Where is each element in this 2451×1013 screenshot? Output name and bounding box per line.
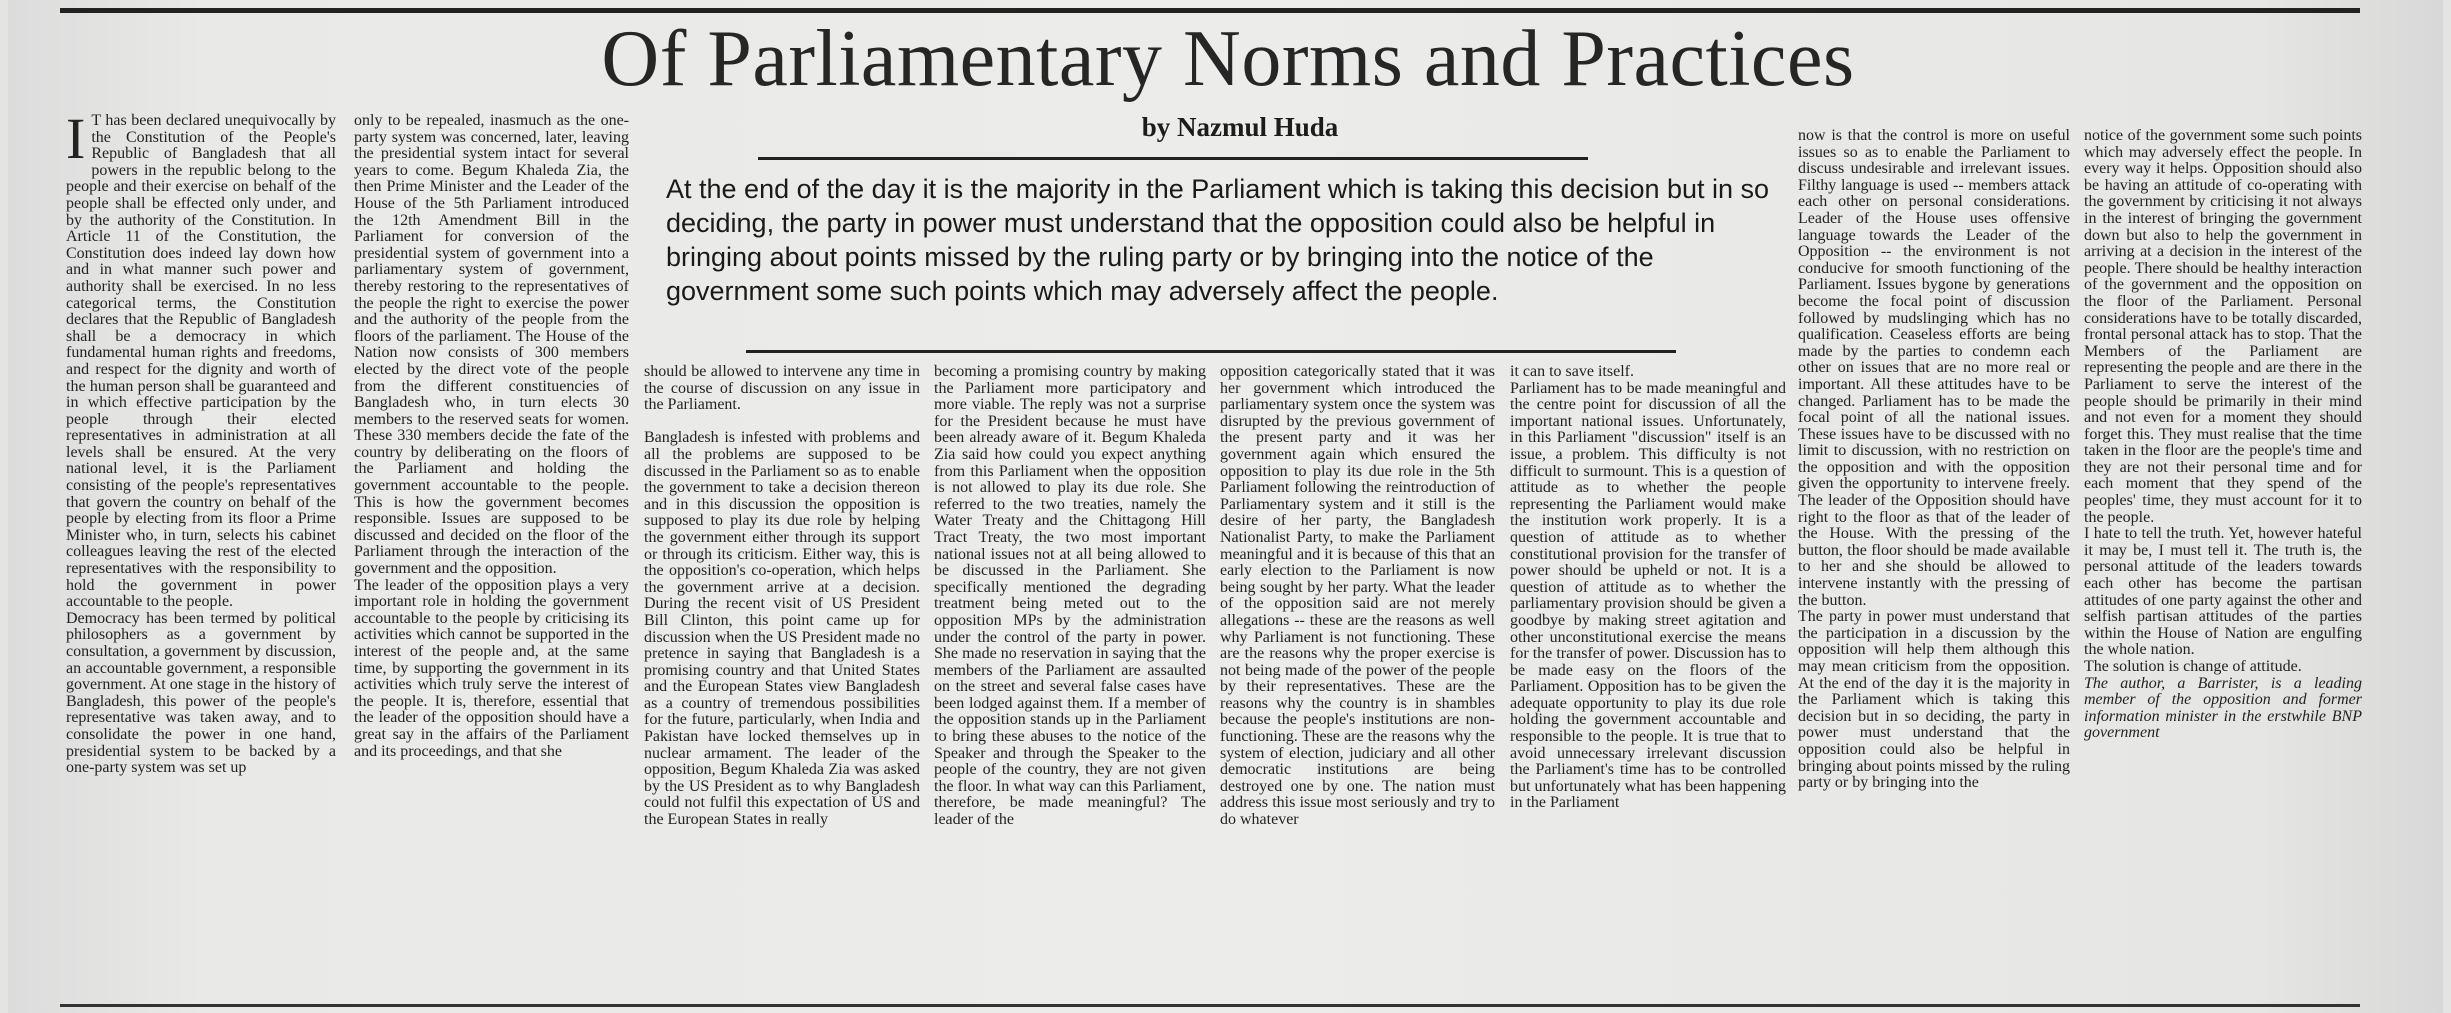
column-6: it can to save itself. Parliament has to be made meaningful and the centre point for discussion of all the important national issues. Unfortunately, in this Parliament "discussion" itself is an issue, a problem. This difficulty is not difficult to surmount. This is a question of attitude as to whether the people representing the Parliament would make the institution work properly. It is a question of attitude as to whether constitutional provision for the transfer of power should be upheld or not. It is a question of attitude as to whether the parliamentary provision should be given a goodbye by making street agitation and other unconstitutional exercise the means for the transfer of power. Discussion has to be made easy on the floors of the Parliament. Opposition has to be given the adequate opportunity to play its due role holding the government accountable and responsible to the people. It is true that to avoid unnecessary irrelevant discussion the Parliament's time has to be controlled but unfortunately what has been happening in the Parliament — [1510, 364, 1786, 812]
author-note: The author, a Barrister, is a leading member of the opposition and former information minister in the erstwhile BNP government — [2084, 674, 2362, 742]
column-7: now is that the control is more on useful issues so as to enable the Parliament to discuss undesirable and irrelevant issues. Filthy language is used -- members attack each other on personal considerations. Leader of the House uses offensive language towards the Leader of the Opposition -- the environment is not conducive for smooth functioning of the Parliament. Issues bygone by generations become the focal point of discussion followed by mudslinging which has no qualification. Ceaseless efforts are being made by the parties to condemn each other on issues that are no more real or important. All these attitudes have to be changed. Parliament has to be made the focal point of all the national issues. These issues have to be discussed with no limit to discussion, with no restriction on the opposition and with the opposition given the opportunity to intervene freely. The leader of the Opposition should have right to the floor as that of the leader of the House. With the pressing of the button, the floor should be made available to her and she should be allowed to intervene instantly with the pressing of the button. The party in power must understand that the participation in a discussion by the opposition will help them although this may mean criticism from the opposition. At the end of the day it is the majority in the Parliament which is taking this decision but in so deciding, the party in power must understand that the opposition could also be helpful in bringing about points missed by the ruling party or by bringing into the — [1798, 128, 2070, 792]
bottom-rule — [60, 1004, 2360, 1007]
top-rule — [60, 8, 2360, 13]
column-8-text: notice of the government some such points which may adversely effect the people. In every way it helps. Opposition should also be having an attitude of co-operating with the government by criticising it not always in the interest of bringing the government down but also to help the government in arriving at a decision in the interest of the people. There should be healthy interaction of the government and the opposition on the floor of the Parliament. Personal considerations have to be totally discarded, frontal personal attack has to stop. That the Members of the Parliament are representing the people and are there in the Parliament to serve the interest of the people should be primarily in their mind and not even for a moment they should forget this. They must realise that the time taken in the floor are the people's time and they are not their personal time and for each moment that they spend of the peoples' time, they must account for it to the people. I hate to tell the truth. Yet, however hateful it may be, I must tell it. The truth is, the personal attitude of the leaders towards each other has become the partisan attitudes of one party against the other and selfish partisan attitudes of the parties within the House of Nation are engulfing the whole nation. The solution is change of attitude. — [2084, 128, 2362, 675]
column-4: becoming a promising country by making the Parliament more participatory and more viable. The reply was not a surprise for the President because he must have been already aware of it. Begum Khaleda Zia said how could you expect anything from this Parliament when the opposition is not allowed to play its due role. She referred to the two treaties, namely the Water Treaty and the Chittagong Hill Tract Treaty, the two most important national issues not at all being allowed to be discussed in the Parliament. She specifically mentioned the degrading treatment being meted out to the opposition MPs by the administration under the control of the party in power. She made no reservation in saying that the members of the Parliament are assaulted on the street and several false cases have been lodged against them. If a member of the opposition stands up in the Parliament to bring these abuses to the notice of the Speaker and through the Speaker to the people of the country, they are not given the floor. In what way can this Parliament, therefore, be made meaningful? The leader of the — [934, 364, 1206, 829]
column-3: should be allowed to intervene any time in the course of discussion on any issue in the Parliament. Bangladesh is infested with problems and all the problems are supposed to be discussed in the Parliament so as to enable the government to take a decision thereon and in this discussion the opposition is supposed to play its due role by helping the government either through its support or through its criticism. Either way, this is the opposition's co-operation, which helps the government arrive at a decision. During the recent visit of US President Bill Clinton, this point came up for discussion when the US President made no pretence in saying that Bangladesh is a promising country and that United States and the European States view Bangladesh as a country of tremendous possibilities for the future, particularly, when India and Pakistan have locked themselves up in nuclear armament. The leader of the opposition, Begum Khaleda Zia was asked by the US President as to why Bangladesh could not fulfil this expectation of US and the European States in really — [644, 364, 920, 829]
column-1 — [66, 113, 336, 1003]
deck-bottom-rule — [746, 350, 1676, 353]
column-5: opposition categorically stated that it was her government which introduced the parliamentary system once the system was disrupted by the previous government of the present party and it was her government again which ensured the opposition to play its due role in the 5th Parliament following the reintroduction of Parliamentary system and it still is the desire of her party, the Bangladesh Nationalist Party, to make the Parliament meaningful and it is because of this that an early election to the Parliament is now being sought by her party. What the leader of the opposition said are not merely allegations -- these are the reasons as well why Parliament is not functioning. These are the reasons why the proper exercise is not being made of the power of the people by their representatives. These are the reasons why the country is in shambles because the people's institutions are non-functioning. These are the reasons why the system of election, judiciary and all other democratic institutions are being destroyed one by one. The nation must address this issue most seriously and try to do whatever — [1220, 364, 1495, 829]
headline: Of Parliamentary Norms and Practices — [601, 15, 1855, 103]
deck-top-rule — [758, 157, 1588, 160]
column-2: only to be repealed, inasmuch as the one-party system was concerned, later, leaving the presidential system intact for several years to come. Begum Khaleda Zia, the then Prime Minister and the Leader of the House of the 5th Parliament introduced the 12th Amendment Bill in the Parliament for conversion of the presidential system of government into a parliamentary system of government, thereby restoring to the representatives of the people the right to exercise the power and the authority of the people from the floors of the parliament. The House of the Nation now consists of 300 members elected by the direct vote of the people from the different constituencies of Bangladesh who, in turn elects 30 members to the reserved seats for women. These 330 members decide the fate of the country by deliberating on the floors of the Parliament and holding the government accountable to the people. This is how the government becomes responsible. Issues are supposed to be discussed and decided on the floor of the Parliament through the interaction of the government and the opposition. The leader of the opposition plays a very important role in holding the government accountable to the people by criticising its activities which cannot be supported in the interest of the people and, at the same time, by supporting the government in its activities which truly serve the interest of the people. It is, therefore, essential that the leader of the opposition should have a great say in the affairs of the Parliament and its proceedings, and that she — [354, 113, 629, 760]
pull-quote: At the end of the day it is the majority in the Parliament which is taking this decision but in so deciding, the party in power must understand that the opposition could also be helpful in bringing about points missed by the ruling party or by bringing into the notice of the government some such points which may adversely affect the people. — [666, 174, 1770, 306]
column-8 — [2084, 128, 2362, 998]
column-1-text: T has been declared unequivocally by the Constitution of the People's Republic of Bangladesh that all powers in the republic belong to the people and their exercise on behalf of the people shall be effected only under, and by the authority of the Constitution. In Article 11 of the Constitution, the Constitution does indeed lay down how and in what manner such power and authority shall be exercised. In no less categorical terms, the Constitution declares that the Republic of Bangladesh shall be a democracy in which fundamental human rights and freedoms, and respect for the dignity and worth of the human person shall be guaranteed and in which effective participation by the people through their elected representatives in administration at all levels shall be ensured. At the very national level, it is the Parliament consisting of the people's representatives that govern the country on behalf of the people by electing from its floor a Prime Minister who, in turn, selects his cabinet colleagues leaving the rest of the elected representatives with the responsibility to hold the government in power accountable to the people. Democracy has been termed by political philosophers as a government by consultation, a government by discussion, an accountable government, a responsible government. At one stage in the history of Bangladesh, this power of the people's representative was taken away, and to consolidate the power in one hand, presidential system to be backed by a one-party system was set up — [66, 113, 336, 777]
drop-cap: I — [66, 113, 86, 171]
newspaper-page — [8, 0, 2443, 1013]
byline: by Nazmul Huda — [1141, 112, 1339, 142]
